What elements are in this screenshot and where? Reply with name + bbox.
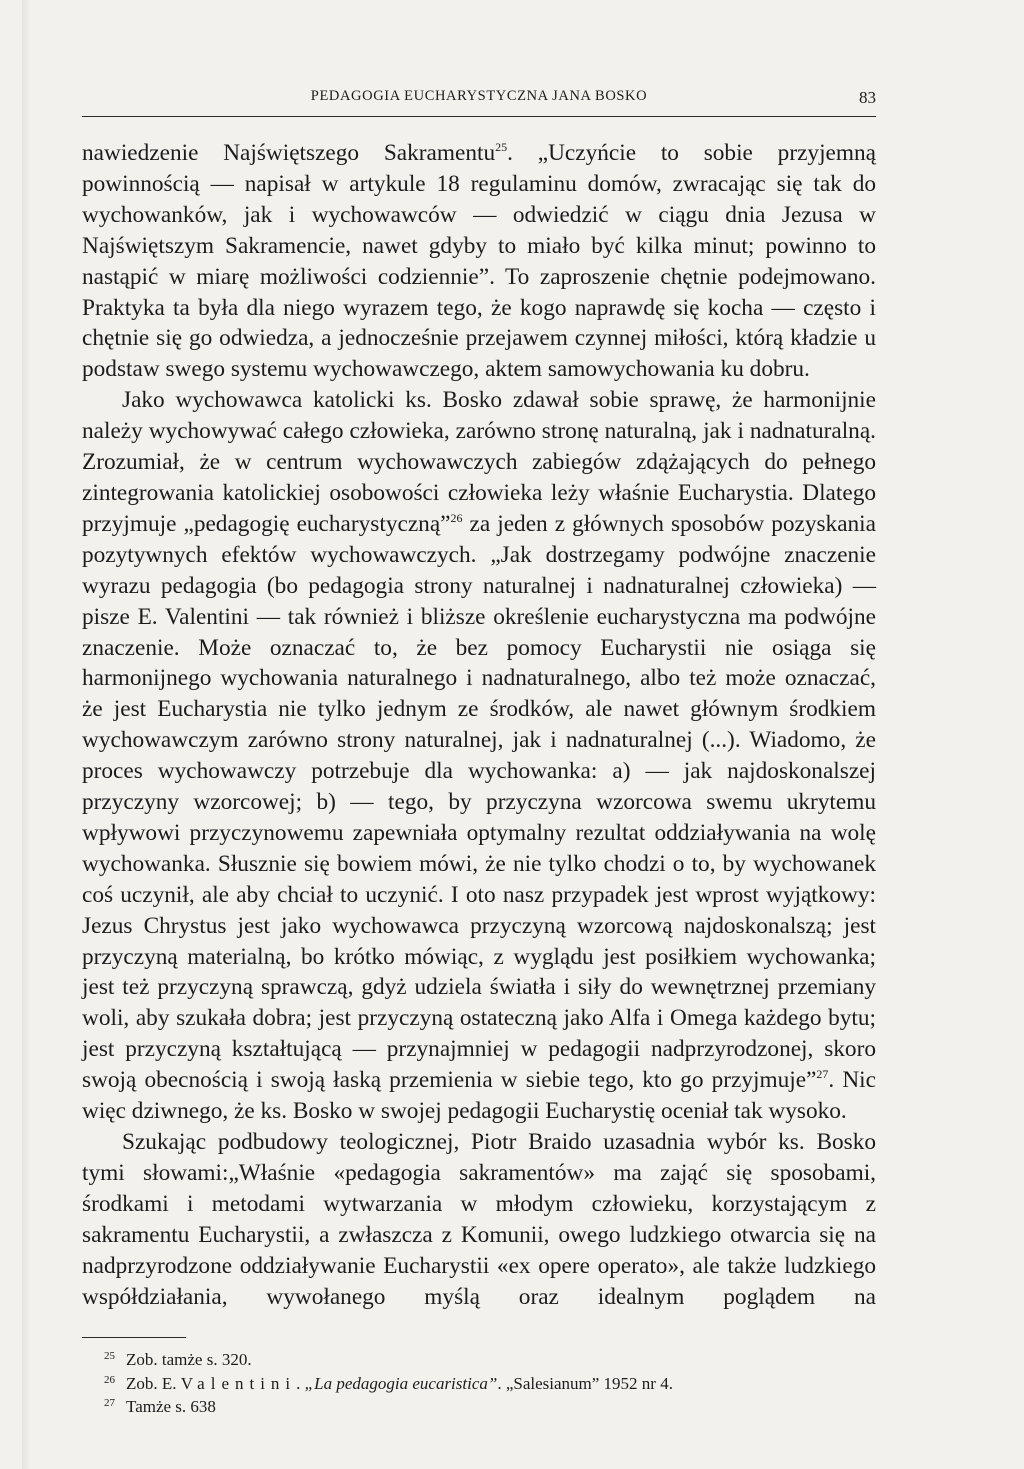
footnote-26 [82, 1372, 876, 1396]
footnote-title: „La pedagogia eucaristica” [304, 1373, 498, 1393]
footnote-ref-25: 25 [495, 140, 508, 154]
footnote-27 [82, 1395, 876, 1419]
scan-edge [22, 0, 30, 1469]
paragraph-text: Jako wychowawca katolicki ks. Bosko zdawał sobie sprawę, że harmonijnie należy wychowywać całego człowieka, zarówno stronę naturalną, jak i nadnaturalną. Zrozumiał, że w centrum wychowawczych zabiegów zdążających do pełnego zintegrowania katolickiej osobowości człowieka leży właśnie Eucharystia. Dlatego przyjmuje „pedagogię eucharystyczną” [82, 387, 876, 537]
footnote-ref-26: 26 [450, 510, 463, 525]
footnote-text: Tamże s. 638 [126, 1397, 216, 1416]
paragraph-text: . „Uczyńcie to sobie przyjemną powinnością — napisał w artykule 18 regulaminu domów, zwracając się tak do wychowanków, jak i wychowawców — odwiedzić w ciągu dnia Jezusa w Najświętszym Sakramencie, nawet gdyby to miało być kilka minut; powinno to nastąpić w miarę możliwości codziennie”. To zaproszenie chętnie podejmowano. Praktyka ta była dla niego wyrazem tego, że kogo naprawdę się kocha — często i chętnie się go odwiedza, a jednocześnie przejawem czynnej miłości, którą kładzie u podstaw swego systemu wychowawczego, aktem samowychowania ku dobru. [82, 140, 876, 383]
footnote-text [104, 1374, 673, 1393]
footnote-text: Zob. tamże s. 320. [126, 1350, 252, 1369]
body-text [82, 138, 876, 1312]
footnote-number: 27 [104, 1397, 115, 1409]
running-header [82, 88, 876, 112]
paragraph-text: za jeden z głównych sposobów pozyskania pozytywnych efektów wychowawczych. „Jak dostrzegamy podwójne znaczenie wyrazu pedagogia (bo pedagogia strony naturalnej i nadnaturalnej człowieka) — pisze E. Valentini — tak również i bliższe określenie eucharystyczna ma podwójne znaczenie. Może oznaczać to, że bez pomocy Eucharystii nie osiąga się harmonijnego wychowania naturalnego i nadnaturalnego, albo też może oznaczać, że jest Eucharystia nie tylko jednym ze środków, ale nawet głównym środkiem wychowawczym zarówno strony naturalnej, jak i nadnaturalnej (...). Wiadomo, że proces wychowawczy potrzebuje dla wychowanka: a) — jak najdoskonalszej przyczyny wzorcowej; b) — tego, by przyczyna wzorcowa swemu ukrytemu wpływowi przyczynowemu zapewniała optymalny rezultat oddziaływania na wolę wychowanka. Słusznie się bowiem mówi, że nie tylko chodzi o to, by wychowanek coś uczynił, ale aby chciał to uczynić. I oto nasz przypadek jest wprost wyjątkowy: Jezus Chrystus jest jako wychowawca przyczyną wzorcową najdoskonalszą; jest przyczyną materialną, bo krótko mówiąc, z wyglądu jest posiłkiem wychowanka; jest też przyczyną sprawczą, gdyż udziela światła i siły do wewnętrznej przemiany woli, aby szukała dobra; jest przyczyną ostateczną jako Alfa i Omega każdego bytu; jest przyczyną kształtującą — przynajmniej w pedagogii nadprzyrodzonej, skoro swoją obecnością i swoją łaską przemienia w siebie tego, kto go przyjmuje” [82, 510, 876, 1094]
paragraph-text: . Nic więc dziwnego, że ks. Bosko w swojej pedagogii Eucharystię oceniał tak wysoko. [82, 1067, 876, 1125]
paragraph-3 [82, 1127, 876, 1312]
footnote-rule [82, 1337, 186, 1338]
footnote-source: . „Salesianum” 1952 nr 4. [497, 1373, 673, 1393]
footnote-separator: . [296, 1373, 305, 1393]
footnote-author: Valentini [180, 1373, 297, 1393]
paragraph-text: nawiedzenie Najświętszego Sakramentu [82, 140, 496, 166]
footnote-ref-27: 27 [816, 1067, 829, 1082]
paragraph-1 [82, 138, 876, 385]
footnote-25 [82, 1348, 876, 1372]
footnotes [82, 1348, 876, 1419]
footnote-prefix: Zob. E. [126, 1373, 181, 1393]
page-number: 83 [859, 88, 876, 107]
paragraph-text: Szukając podbudowy teologicznej, Piotr Braido uzasadnia wybór ks. Bosko tymi słowami:„Właśnie «pedagogia sakramentów» ma zająć się sposobami, środkami i metodami wytwarzania w młodym człowieku, korzystającym z sakramentu Eucharystii, a zwłaszcza z Komunii, owego ludzkiego otwarcia się na nadprzyrodzone oddziaływanie Eucharystii «ex opere operato», ale także ludzkiego współdziałania, wywołanego myślą oraz idealnym poglądem na [82, 1129, 876, 1310]
footnote-number: 26 [104, 1373, 115, 1386]
paragraph-2 [82, 385, 876, 1127]
header-rule [82, 116, 876, 117]
footnote-number: 25 [104, 1350, 115, 1362]
running-title: PEDAGOGIA EUCHARYSTYCZNA JANA BOSKO [310, 88, 648, 104]
